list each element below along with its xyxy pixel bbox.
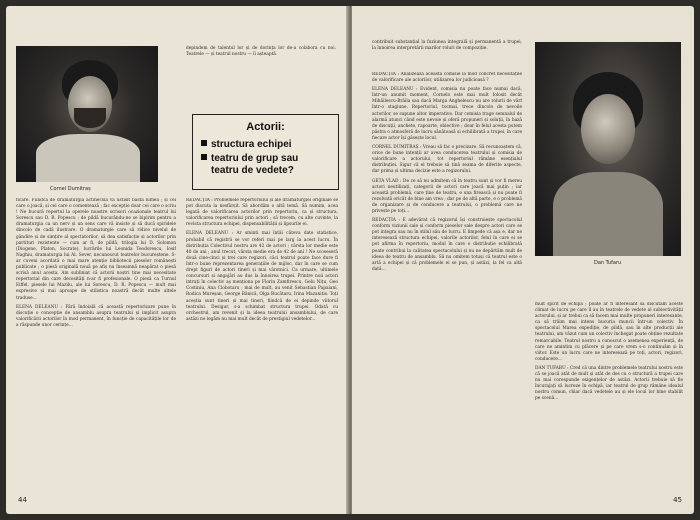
page-number-left: 44 <box>18 496 27 504</box>
heading-line-3: teatru de vedete? <box>211 165 294 176</box>
left-page-column-1 <box>16 198 176 498</box>
page-number-right: 45 <box>673 496 682 504</box>
portrait-shirt <box>553 172 663 256</box>
article-paragraph: ficare. Fiindcă de dramaturgia actinecsiă va ustisit bastă lumea ; și cei care o joacă, și cei care o comentează ; fac excepție doar cei care o scriu ! Ne bucură repertul la operele noastre scrisori ocazionale teatrul lui Sorescu sau D. R. Popescu ; de pildă bucurându-ne se bipirim pentru a dramaturgia ca un nerv și un sens care vă insiste și să ducă spiridele dincolo de cadă ilustrare. O dramaturgie care să ridice nivelul de gândire și de simțire al spectatorilor, să dea satisfacție și actorilor prin partituri rezistente — cum ar fi, de pildă, trilogia lui D. Solomon (Diogene, Platon, Socrate), lucrările lui Leonida Teodorescu, Iosif Naghiu, dramaturgia lui Al. Sever, necunoscut teatrelor bucureștene. S-ar cuveni acordată o mai mare atenție bibliotecii pieselor românești publicate ; o piesă originală nouă pe afiș nu înseamnă neapărat o piesă scrisă anul acesta. Am subliniat că actorii noștri ține mai necesitate repertorial din care decesități n-ar fi profesionale. O piesă ca Turnul Eiffel, piesele lui Mazilu, ale lui Sorescu, D. R. Popescu — mult mai expresive și mai aproape de stilistica noastră decât multe altele traduse... <box>16 198 176 301</box>
bullet-square-icon <box>201 154 207 160</box>
right-page-column-2 <box>535 302 683 502</box>
portrait-photo-right <box>535 42 681 256</box>
intro-paragraph: contribuit substanțial la fuziunea integrală și permanentă a trupei, la înnoirea interpretării marilor roluri de compoziție. <box>372 40 522 52</box>
article-paragraph: REDACȚIA : E adevărat că regizorul își construiește spectacolul conform viziunii sale și conform pieselor sale despre actori care se pot integra sau nu în stilul său de lucru. E limpede că așa e, dar ne interesează structura echipei, valorile actorilor, felul în care ei se pot afirma în repertoriu, modul în care o distribuție echilibrată poate contribui la calitatea spectacolului și nu ne depărtăm mult de ideea de teatru de ansamblu. Să nu omitem totuși că teatrul este o artă a echipei și că problemele ei se pun, și astăzi, la fel ca altă dată... <box>372 218 522 272</box>
article-paragraph: ELENA DELEANU : Evident, comisia nu poate face numai dacă, într-un anumit moment, Cornelo este mai mult folosit decât Mihăilescu-Brăila sau dacă Marga Anghelescu nu are rolurii de vârf într-o stagiune. Repertoriul, tocmai, trece dincolo de nevoile actorilor, se supune altor imperative. Dar comisia trage semnalul de alarmă atunci când este nevoie și oferă propuneri și soluții, în bază de discuții, anchete, rapoarte, obiective ; doar în felul acesta putem păstra o atmosferă de lucru sănătoasă și echilibrată a trupei, în care fiecare actor își găsește locul. <box>372 87 522 141</box>
bullet-square-icon <box>201 140 207 146</box>
article-paragraph: DAN TUFARU : Cred că una dintre problemele teatrului nostru este că se joacă atât de mult și atât de des cu o structură a trupei care nu mai corespunde exigențelor de astăzi. Actorii trebuie să fie încurajați să lucreze în echipă, iar teatrul de grup rămâne idealul nostru comun, chiar dacă vedetele au și ele locul lor bine stabilit pe scenă... <box>535 365 683 402</box>
right-page-column-1 <box>372 72 522 502</box>
photo-caption-right: Dan Tufaru <box>594 260 622 266</box>
article-paragraph: REDACȚIA : Problemele repertoriului și ale dramaturgiei originale se pot discuta la nesfârșit. Să abordăm o altă temă. Să numim, acea legată de valorificarea actorilor prin repertoriu, ca și structura, valorificarea repertoriului prin actori ; să trecem, cu alte cuvinte, la revista structura echipei, dispensabilității și lipsurile ei. <box>186 198 338 228</box>
article-paragraph: REDACȚIA : Analizează această comisie la mod concret necesitățile de valorificare ale actorilor, utilizarea lor judicioasă ? <box>372 72 522 84</box>
intro-paragraph: depindem de talentul lor și de dorința lor de-a colabora cu noi. Teatrele — și teatrul nostru — îi așteaptă. <box>186 46 336 58</box>
portrait-beard <box>74 108 106 128</box>
article-paragraph: GETA VLAD : De ce să nu admitem că în teatru sunt și vor fi mereu actori neutilizați, categorii de actori care joacă mai puțin ; iar această problemă, care ține de teatru, e una firească și nu poate fi rezolvată oricât de bine am vrea ; dar pe de altă parte, e o problemă de organizare și de conducere a teatrului, o problemă care ne privește pe toți... <box>372 178 522 214</box>
heading-line-2: teatru de grup sau <box>201 153 298 164</box>
left-page-column-2 <box>186 198 338 498</box>
right-page <box>352 6 694 514</box>
photo-caption-left: Cornel Dumitraș <box>50 186 91 192</box>
portrait-photo-left <box>16 46 158 182</box>
left-page <box>6 6 348 514</box>
intro-text-left <box>186 46 336 61</box>
article-paragraph: CORNEL DUMITRAȘ : Vreau să fac o precizare. Să recunoaștem că, orice de bune intenții ar avea conducerea teatrului și comisia de valorificare a actorului, tot repertoriul rămâne esențialul distribuției. Sigur că el trebuie să țină seama de diferite aspecte, dar prima și ultima decizie este a regizorului. <box>372 145 522 175</box>
intro-text-right <box>372 40 522 55</box>
article-paragraph: mult spirit de echipă ; poate ar fi interesant să discutăm aceste climat de lucru pe care îl au în teatrele de vedete al subiectivității actorului, și ar trebui ca să facem mai multe propuneri interesante, ca să trăim mai intens bucuria muncii într-un colectiv. În spectacolul Marea expediție, de pildă, sau în alte producții ale teatrului, am văzut cum un colectiv închegat poate obține rezultate remarcabile. Teatrul nostru a cunoscut o asemenea experiență, de care ne amintim cu plăcere și pe care vrem s-o continuăm și în viitor. Este un lucru care ne interesează pe toți, actori, regizori, conducere... <box>535 302 683 362</box>
heading-title: Actorii: <box>246 121 285 133</box>
section-heading-box <box>192 114 339 190</box>
portrait-face <box>581 94 635 164</box>
heading-line-1: structura echipei <box>201 139 292 150</box>
portrait-shirt <box>36 134 140 182</box>
article-paragraph: ELENA DELEANU : Ar sminti mai întâi câteva date statistice, probabil că registrii se vor referi mai pe larg la acest lucru. În distribuția Colectivul nostru are 42 de actori ; vârsta lor medie este 40 de ani ; anul trecut, vârsta medie era de 42 de ani ! Ne scoseseră două cine-cinci și trei care regizori, căci teatrul poate face dure fi într-o bune reprezentarea generațiile de mijloc, dar în care se cum drept figuri de actori tineri și mai vârstnici. Ca urmare, ultimele concursuri și angajări au dus la înnoirea trupei. Printre noii actori intrați în colectiv aș menționa pe Florin Zamfirescu, Gelu Nițu, Geo Costiniu, Ana Ciobotaru ; mai de mult, au venit Sebastian Papaiani, Rodica Mureșan, George Bănică, Olga Bucătaru, Irina Mazanitis. Toți aceștia sunt tineri și mai tineri, fiindcă de ei depinde viitorul teatrului. Desigur, s-a schimbat structura trupei. Odată cu orchestrul, am revenit și la ideea teatrului ansamblului, de care astăzi ne legăm nu mai mult decât de prestigiul vedetelor... <box>186 231 338 322</box>
article-paragraph: ELENA DELEANU : Fără îndoială că această repertorizare pune în discuție o concepție de ansamblu asupra teatrului și implicit asupra valorificării actorilor în mod permanent, în funcție de capacitățile lor de a răspunde unor cerințe... <box>16 304 176 328</box>
